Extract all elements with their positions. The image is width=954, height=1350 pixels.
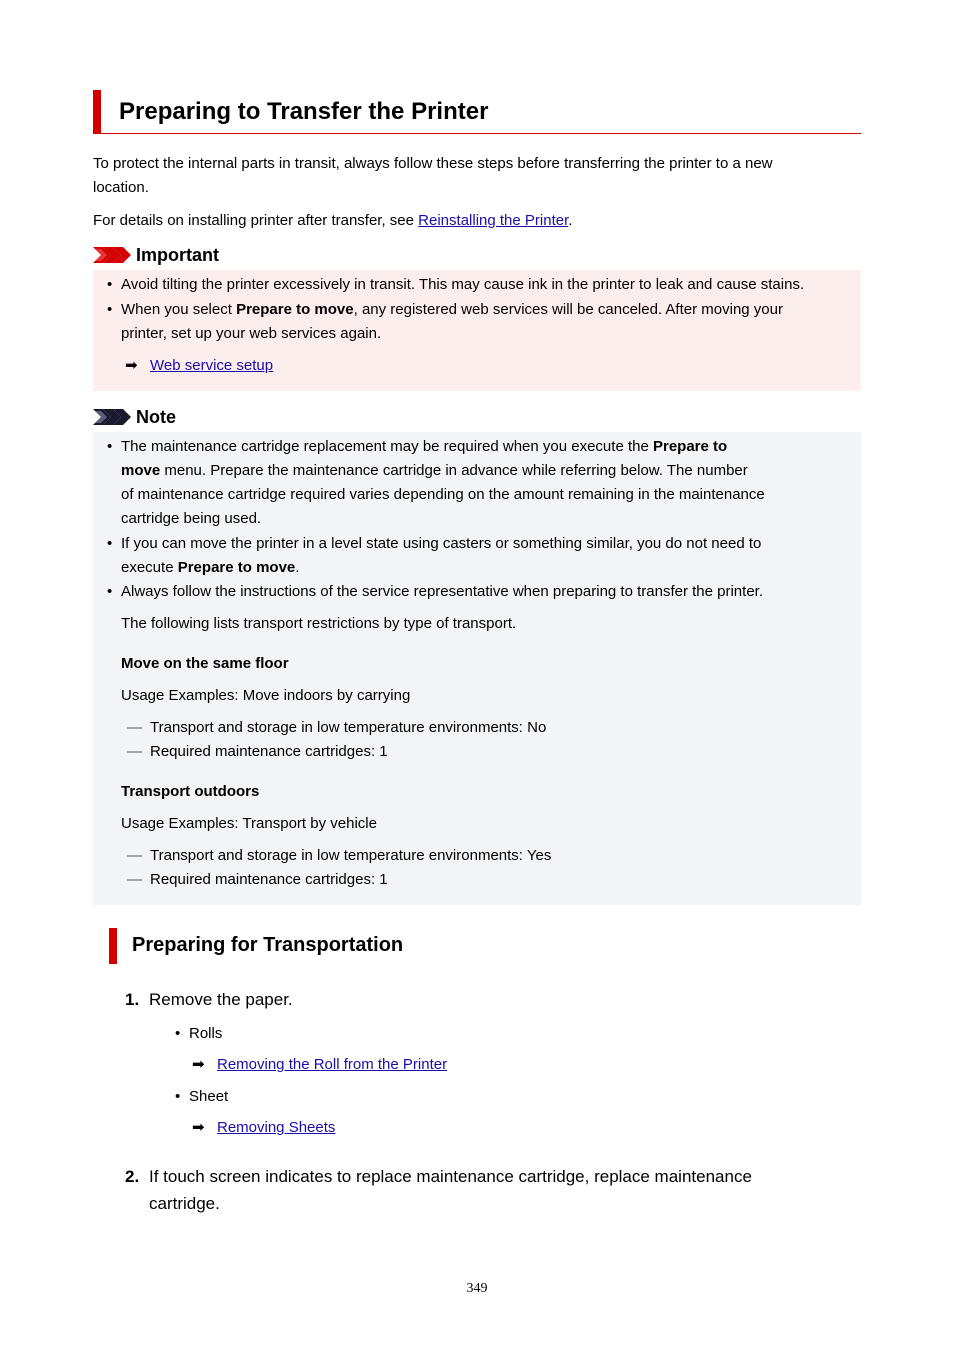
removing-roll-link[interactable]: Removing the Roll from the Printer (217, 1056, 448, 1073)
arrow-right-icon: ➡ (192, 1119, 205, 1136)
bullet-symbol: • (107, 583, 113, 600)
dash-symbol: — (127, 719, 142, 736)
note-b1-post: menu. Prepare the maintenance cartridge in advance while referring below. The number (160, 462, 748, 479)
dash-symbol: — (127, 743, 142, 760)
bullet-symbol: • (175, 1025, 181, 1042)
step-1-text: Remove the paper. (149, 990, 293, 1009)
bullet-symbol: • (175, 1088, 181, 1105)
dash-symbol: — (127, 871, 142, 888)
same-floor-usage: Usage Examples: Move indoors by carrying (121, 687, 411, 704)
step-2-line-2: cartridge. (149, 1194, 220, 1213)
step-2-line-1: If touch screen indicates to replace maintenance cartridge, replace maintenance (149, 1167, 752, 1186)
page-title: Preparing to Transfer the Printer (119, 98, 489, 125)
section-accent-bar (109, 928, 117, 964)
note-bullet-1 (107, 435, 861, 531)
note-b1-pre: The maintenance cartridge replacement may be required when you execute the (121, 438, 653, 455)
outdoors-item-2-text: Required maintenance cartridges: 1 (150, 871, 388, 888)
outdoors-title: Transport outdoors (121, 783, 260, 800)
important-bullet-2-pre: When you select (121, 301, 237, 318)
removing-sheets-link[interactable]: Removing Sheets (217, 1119, 336, 1136)
note-bullet-1-line-3: of maintenance cartridge required varies depending on the amount remaining in the maintenance (121, 486, 765, 503)
rolls-label: Rolls (189, 1025, 223, 1042)
heading-accent-bar (93, 90, 101, 133)
important-bullet-1-text: Avoid tilting the printer excessively in transit. This may cause ink in the printer to leak and cause stains. (121, 276, 805, 293)
section-title: Preparing for Transportation (132, 934, 404, 956)
important-bullet-2-post: , any registered web services will be canceled. After moving your (353, 301, 783, 318)
note-bullet-3-text: Always follow the instructions of the service representative when preparing to transfer the printer. (121, 583, 763, 600)
bullet-symbol: • (107, 438, 113, 455)
note-bullet-2-line-2 (121, 556, 299, 580)
note-label: Note (136, 407, 176, 427)
web-service-setup-link[interactable]: Web service setup (150, 357, 274, 374)
intro-line-2: location. (93, 179, 149, 196)
outdoors-item-1-text: Transport and storage in low temperature environments: Yes (150, 847, 552, 864)
note-bullet-1-line-4: cartridge being used. (121, 510, 262, 527)
prepare-to-move-term: Prepare to move (177, 559, 296, 576)
note-bullet-2 (107, 532, 861, 580)
important-label: Important (136, 245, 219, 265)
note-bullet-1-line-1 (121, 435, 727, 459)
step-2 (125, 1163, 855, 1217)
dash-symbol: — (127, 847, 142, 864)
sheet-label: Sheet (189, 1088, 229, 1105)
same-floor-title: Move on the same floor (121, 655, 289, 672)
important-bullet-2-line-1 (121, 298, 783, 322)
note-bullet-2-line-1: If you can move the printer in a level state using casters or something similar, you do not need to (121, 535, 762, 552)
prepare-to-move-term: Prepare to move (236, 301, 354, 318)
step-2-number: 2. (125, 1167, 140, 1186)
note-b2-post: . (295, 559, 300, 576)
same-floor-item-2-text: Required maintenance cartridges: 1 (150, 743, 388, 760)
arrow-right-icon: ➡ (125, 357, 138, 374)
same-floor-item-1-text: Transport and storage in low temperature environments: No (150, 719, 547, 736)
bullet-symbol: • (107, 535, 113, 552)
page-heading (93, 90, 861, 134)
note-b2-pre: execute (121, 559, 178, 576)
important-bullet-2-line-2: printer, set up your web services again. (121, 325, 382, 342)
restrictions-intro: The following lists transport restrictions by type of transport. (121, 615, 517, 632)
important-bullet-2 (107, 298, 861, 346)
reinstalling-link[interactable]: Reinstalling the Printer (418, 212, 569, 229)
bullet-symbol: • (107, 276, 113, 293)
intro-line-1: To protect the internal parts in transit, always follow these steps before transferring the printer to a new (93, 155, 773, 172)
details-suffix: . (568, 212, 573, 229)
note-bullet-1-line-2 (121, 459, 748, 483)
important-chevrons-icon (93, 247, 131, 263)
page-number: 349 (466, 1281, 488, 1296)
step-1-number: 1. (125, 990, 140, 1009)
arrow-right-icon: ➡ (192, 1056, 205, 1073)
move-term: move (121, 462, 161, 479)
intro-details (93, 209, 572, 233)
step-1 (125, 986, 855, 1013)
bullet-symbol: • (107, 301, 113, 318)
note-chevrons-icon (93, 409, 131, 425)
prepare-to-term: Prepare to (652, 438, 728, 455)
details-prefix: For details on installing printer after transfer, see (93, 212, 419, 229)
outdoors-usage: Usage Examples: Transport by vehicle (121, 815, 377, 832)
